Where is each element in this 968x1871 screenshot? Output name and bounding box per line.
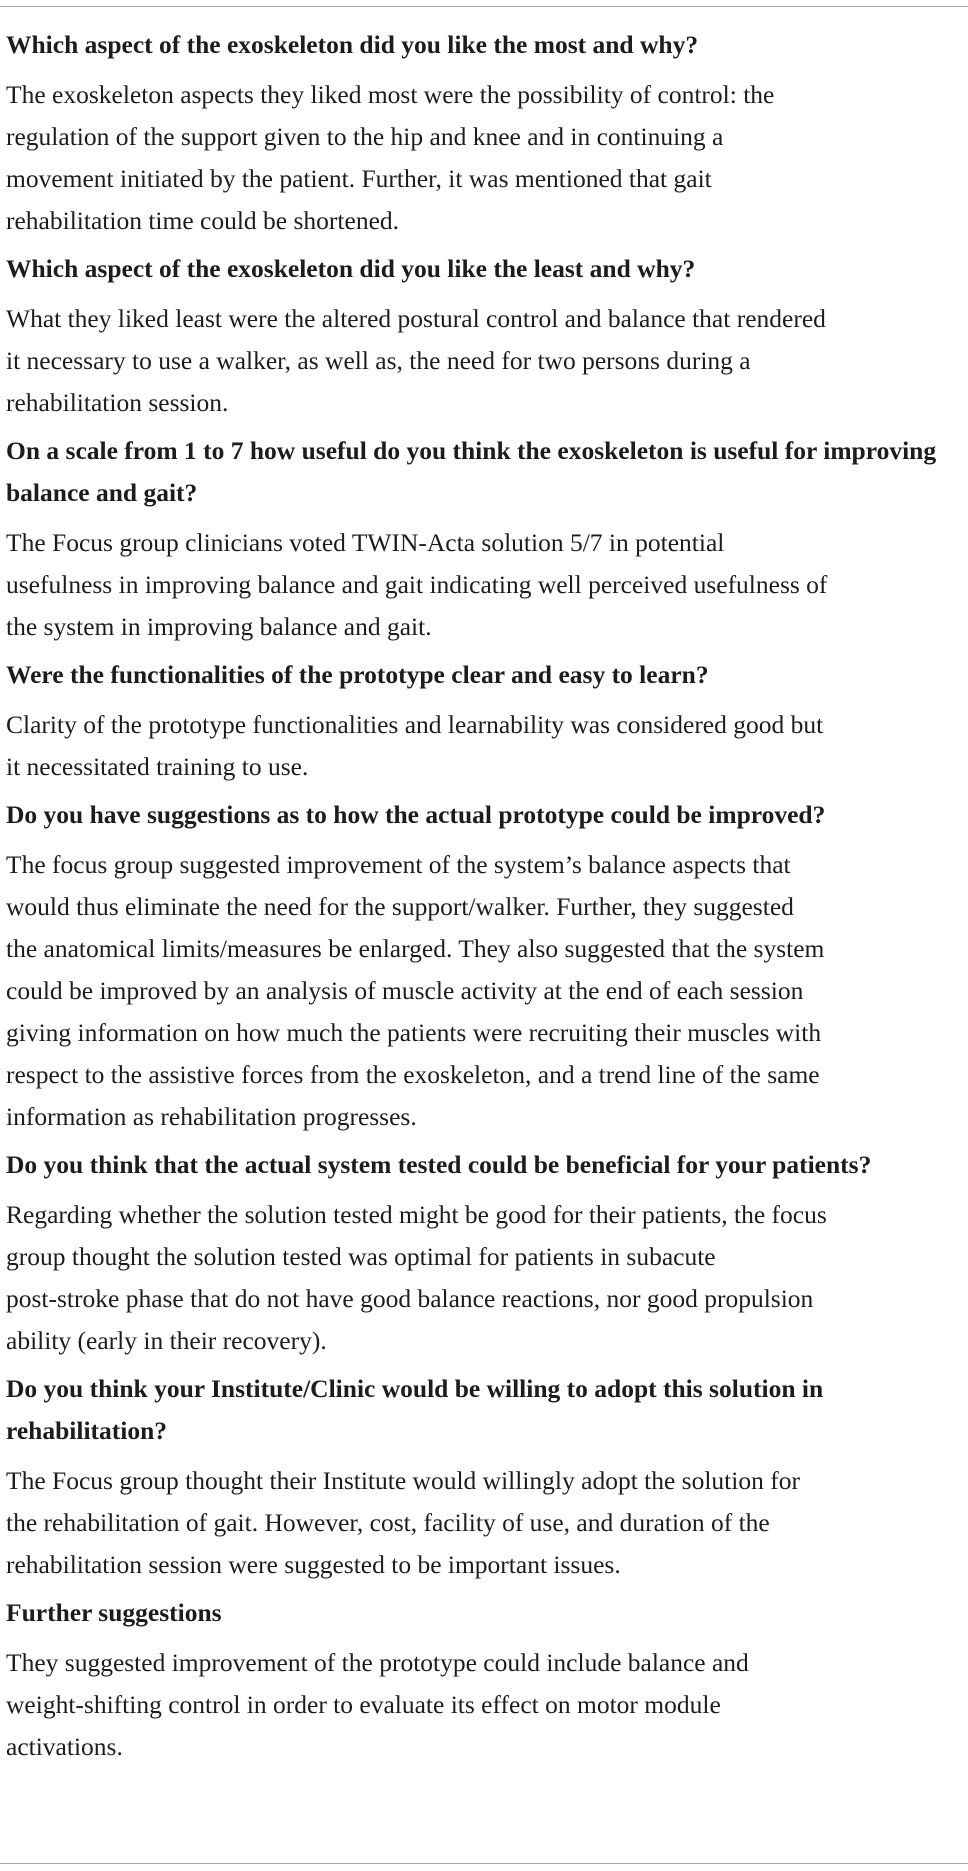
answer-text: Clarity of the prototype functionalities and learnability was considered good but it necessitated training to use. (6, 710, 824, 781)
question-heading: Were the functionalities of the prototype clear and easy to learn? (6, 660, 709, 689)
qa-item (6, 1144, 962, 1362)
qa-item (6, 24, 962, 242)
answer-text: What they liked least were the altered postural control and balance that rendered it necessary to use a walker, as well as, the need for two persons during a rehabilitation session. (6, 304, 826, 417)
qa-item (6, 1368, 962, 1586)
qa-item (6, 248, 962, 424)
top-rule (0, 6, 968, 7)
answer-text: The Focus group thought their Institute would willingly adopt the solution for the rehabilitation of gait. However, cost, facility of use, and duration of the rehabilitation session were suggested to be important issues. (6, 1466, 800, 1579)
question-heading: Which aspect of the exoskeleton did you like the most and why? (6, 30, 699, 59)
question-heading: On a scale from 1 to 7 how useful do you think the exoskeleton is useful for improving balance and gait? (6, 436, 937, 507)
qa-item (6, 654, 962, 788)
qa-item (6, 794, 962, 1138)
question-heading: Do you think your Institute/Clinic would be willing to adopt this solution in rehabilitation? (6, 1374, 824, 1445)
question-heading: Do you think that the actual system tested could be beneficial for your patients? (6, 1150, 872, 1179)
question-heading: Do you have suggestions as to how the actual prototype could be improved? (6, 800, 826, 829)
question-heading: Which aspect of the exoskeleton did you like the least and why? (6, 254, 696, 283)
qa-item (6, 1592, 962, 1768)
qa-item (6, 430, 962, 648)
answer-text: The Focus group clinicians voted TWIN-Acta solution 5/7 in potential usefulness in improving balance and gait indicating well perceived usefulness of the system in improving balance and gait. (6, 528, 828, 641)
question-heading: Further suggestions (6, 1598, 222, 1627)
answer-text: They suggested improvement of the prototype could include balance and weight-shifting control in order to evaluate its effect on motor module activations. (6, 1648, 749, 1761)
answer-text: Regarding whether the solution tested might be good for their patients, the focus group thought the solution tested was optimal for patients in subacute post-stroke phase that do not have good balance reactions, nor good propulsion ability (early in their recovery). (6, 1200, 827, 1355)
qa-table (6, 24, 962, 1774)
bottom-rule (0, 1863, 968, 1864)
answer-text: The focus group suggested improvement of the system’s balance aspects that would thus eliminate the need for the support/walker. Further, they suggested the anatomical limits/measures be enlarged. They also suggested that the system could be improved by an analysis of muscle activity at the end of each session giving information on how much the patients were recruiting their muscles with respect to the assistive forces from the exoskeleton, and a trend line of the same information as rehabilitation progresses. (6, 850, 825, 1131)
answer-text: The exoskeleton aspects they liked most were the possibility of control: the regulation of the support given to the hip and knee and in continuing a movement initiated by the patient. Further, it was mentioned that gait rehabilitation time could be shortened. (6, 80, 775, 235)
